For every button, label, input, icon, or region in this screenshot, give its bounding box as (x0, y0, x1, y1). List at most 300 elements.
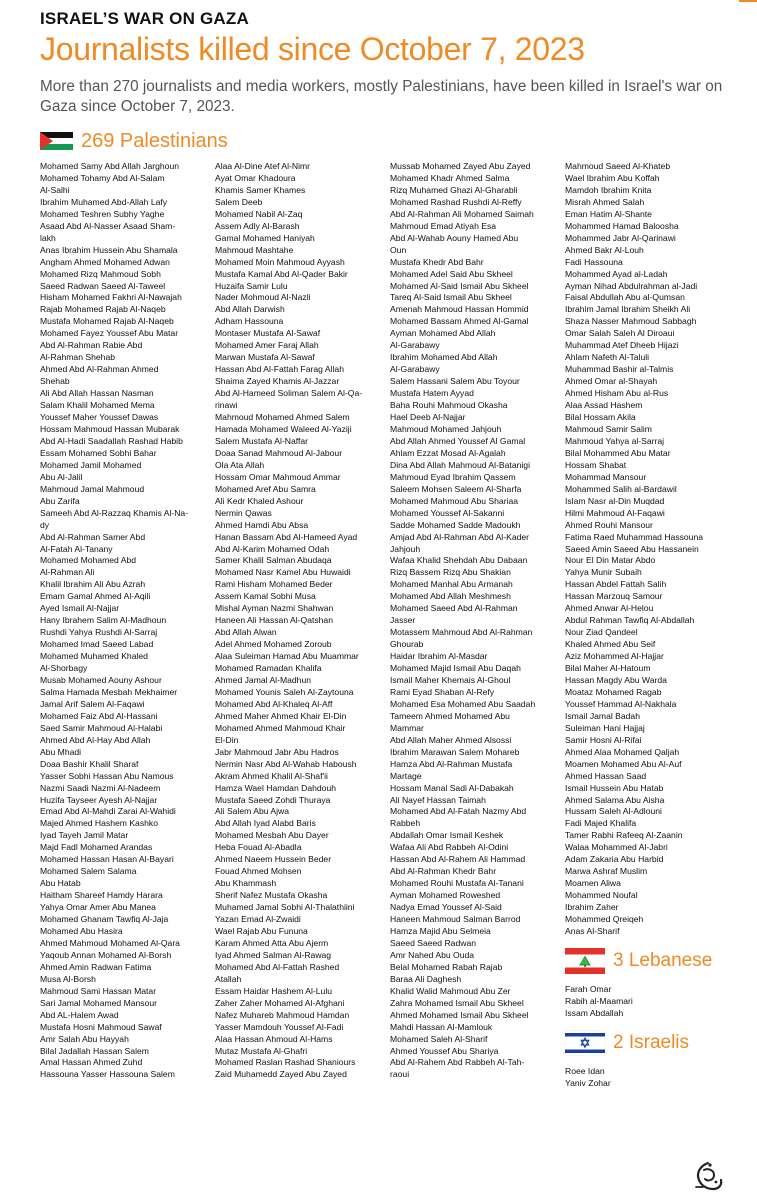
journalist-name: Ismail Maher Khemais Al-Ghoul (390, 674, 511, 685)
journalist-name: Wafaa Ali Abd Rabbeh Al-Odini (390, 842, 509, 853)
journalist-name: Zaid Muhamedd Zayed Abu Zayed (215, 1069, 347, 1080)
journalist-name: Abdallah Omar Ismail Keshek (390, 830, 504, 841)
journalist-name: Ahmed Naeem Hussein Beder (215, 854, 332, 865)
journalist-name: Hassan Abdel Fattah Salih (565, 579, 667, 590)
journalist-name: Assem Adly Al-Barash (215, 220, 300, 231)
names-columns (40, 161, 740, 1194)
journalist-name: Belal Mohamed Rabah Rajab (390, 961, 503, 972)
journalist-name: Mohammad Mansour (565, 471, 647, 482)
journalist-name: Mohamed Ghanam Tawfiq Al-Jaja (40, 914, 169, 925)
journalist-name: Amjad Abd Al-Rahman Abd Al-Kader (390, 531, 530, 542)
journalist-name: Baha Rouhi Mahmoud Okasha (390, 400, 508, 411)
journalist-name: Mohamed Khadr Ahmed Salma (390, 172, 510, 183)
names-list (565, 161, 738, 938)
journalist-name: Al-Garabawy (390, 364, 440, 375)
journalist-name: Suleiman Hani Hajjaj (565, 722, 645, 733)
journalist-name: Ibrahim Zaher (565, 902, 619, 913)
lebanese-label: 3 Lebanese (613, 949, 713, 971)
journalist-name: Martage (390, 770, 422, 781)
journalist-name: Ismail Jamal Badah (565, 710, 640, 721)
journalist-name: Bilal Mohammed Abu Matar (565, 447, 671, 458)
lebanese-names (565, 984, 738, 1020)
journalist-name: Mohamed Majid Ismail Abu Daqah (390, 663, 521, 674)
journalist-name: Jasser (390, 615, 416, 626)
journalist-name: Mahmoud Saeed Al-Khateb (565, 161, 671, 171)
journalist-name: Heba Fouad Al-Abadla (215, 842, 302, 853)
journalist-name: Jamal Arif Salem Al-Faqawi (40, 698, 145, 709)
journalist-name: Ahmed Hassan Saad (565, 770, 647, 781)
journalist-name: Anas Al-Sharif (565, 926, 620, 936)
journalist-name: Hamza Majid Abu Selmeia (390, 926, 491, 936)
journalist-name: Atallah (215, 973, 242, 984)
journalist-name: Mohamed Rashad Rushdi Al-Reffy (390, 196, 522, 207)
journalist-name: Akram Ahmed Khalil Al-Shaf'ii (215, 770, 328, 781)
journalist-name: Baraa Ali Daghesh (390, 973, 462, 984)
journalist-name: Haidar Ibrahim Al-Masdar (390, 651, 488, 662)
journalist-name: Hassan Marzouq Samour (565, 591, 663, 602)
journalist-name: Yaqoub Annan Mohamed Al-Borsh (40, 949, 172, 960)
journalist-name: Yaniv Zohar (565, 1077, 611, 1088)
journalist-name: Abd Allah Darwish (215, 304, 285, 315)
journalist-name: Salem Hassani Salem Abu Toyour (390, 376, 520, 387)
journalist-name: Mahmoud Mashtahe (215, 244, 294, 255)
journalist-name: rinawi (215, 400, 238, 411)
journalist-name: Mohammed Qreiqeh (565, 914, 644, 925)
journalist-name: Rushdi Yahya Rushdi Al-Sarraj (40, 627, 158, 638)
journalist-name: Mohamed Muhamed Khaled (40, 651, 148, 662)
journalist-name: Mohamed Bassam Ahmed Al-Gamal (390, 316, 529, 327)
journalist-name: Assem Kamal Sobhi Musa (215, 591, 316, 602)
journalist-name: Ismail Hussein Abu Hatab (565, 782, 664, 793)
journalist-name: Hamza Abd Al-Rahman Mustafa (390, 758, 513, 769)
journalist-name: Mohamed Younis Saleh Al-Zaytouna (215, 686, 354, 697)
journalist-name: Musab Mohamed Aouny Ashour (40, 674, 162, 685)
journalist-name: Al-Garabawy (390, 340, 440, 351)
journalist-name: Al-Shorbagy (40, 663, 88, 674)
page-title: Journalists killed since October 7, 2023 (40, 31, 585, 67)
journalist-name: Sadde Mohamed Sadde Madoukh (390, 519, 521, 530)
journalist-name: Faisal Abdullah Abu al-Qumsan (565, 292, 685, 303)
journalist-name: Wafaa Khalid Shehdah Abu Dabaan (390, 555, 528, 566)
journalist-name: Abd Allah Iyad Alabd Baris (215, 818, 316, 829)
journalist-name: Tareq Al-Said Ismail Abu Skheel (390, 292, 512, 303)
journalist-name: Saeed Radwan Saeed Al-Taweel (40, 280, 166, 291)
journalist-name: Mustafa Kamal Abd Al-Qader Bakir (215, 268, 348, 279)
palestinians-heading (40, 128, 228, 154)
journalist-name: Abdul Rahman Tawfiq Al-Abdallah (565, 615, 695, 626)
journalist-name: Salma Hamada Mesbah Mekhaimer (40, 686, 178, 697)
journalist-name: Ahlam Nafeth Al-Taluli (565, 352, 650, 363)
journalist-name: Amal Hassan Ahmed Zuhd (40, 1057, 143, 1068)
journalist-name: Saleem Mohsen Saleem Al-Sharfa (390, 483, 522, 494)
journalist-name: Hossam Omar Mahmoud Ammar (215, 471, 341, 482)
journalist-name: Mahmoud Yahya al-Sarraj (565, 435, 665, 446)
journalist-name: Mohamed Moin Mahmoud Ayyash (215, 256, 345, 267)
journalist-name: Moataz Mohamed Ragab (565, 686, 662, 697)
palestine-flag-icon (40, 132, 73, 150)
journalist-name: Rabih al-Maamari (565, 995, 633, 1006)
journalist-name: El-Din (215, 734, 239, 745)
journalist-name: Ahmed Mahmoud Mohamed Al-Qara (40, 937, 180, 948)
journalist-name: Rizq Muhamed Ghazi Al-Gharabli (390, 184, 518, 195)
journalist-name: Mohamed Ahmed Mahmoud Khair (215, 722, 346, 733)
journalist-name: Adam Zakaria Abu Harbid (565, 854, 664, 865)
journalist-name: Ayman Mohamed Abd Allah (390, 328, 496, 339)
journalist-name: Saed Samir Mahmoud Al-Halabi (40, 722, 163, 733)
journalist-name: Muhammad Bashir al-Talmis (565, 364, 674, 375)
journalist-name: Rizq Bassem Rizq Abu Shakian (390, 567, 511, 578)
journalist-name: Montaser Mustafa Al-Sawaf (215, 328, 321, 339)
journalist-name: Mohamed Saeed Abd Al-Rahman (390, 603, 518, 614)
journalist-name: Abd Al-Rahman Samer Abd (40, 531, 146, 542)
journalist-name: Yazan Emad Al-Zwaidi (215, 914, 301, 925)
journalist-name: Asaad Abd Al-Nasser Asaad Sham- (40, 220, 176, 231)
palestinians-label: 269 Palestinians (81, 129, 228, 152)
journalist-name: Tameem Ahmed Mohamed Abu (390, 710, 510, 721)
journalist-name: Mohamed Esa Mohamed Abu Saadah (390, 698, 536, 709)
journalist-name: Yahya Omar Amer Abu Manea (40, 902, 156, 913)
journalist-name: Ahmed Hamdi Abu Absa (215, 519, 309, 530)
journalist-name: Saeed Amin Saeed Abu Hassanein (565, 543, 699, 554)
journalist-name: Iyad Ahmed Salman Al-Rawag (215, 949, 332, 960)
journalist-name: Ayat Omar Khadoura (215, 172, 296, 183)
journalist-name: Ghourab (390, 639, 424, 650)
journalist-name: Mahmoud Sami Hassan Matar (40, 985, 157, 996)
journalist-name: Abd Allah Alwan (215, 627, 277, 638)
journalist-name: Ahmed Anwar Al-Helou (565, 603, 654, 614)
journalist-name: Ali Salem Abu Ajwa (215, 806, 290, 817)
journalist-name: Hisham Mohamed Fakhri Al-Nawajah (40, 292, 182, 303)
journalist-name: Nermin Nasr Abd Al-Wahab Haboush (215, 758, 357, 769)
journalist-name: Abd Al-Rahman Rabie Abd (40, 340, 143, 351)
journalist-name: Ibrahim Jamal Ibrahim Sheikh Ali (565, 304, 691, 315)
journalist-name: Ahmed Youssef Abu Shariya (390, 1045, 499, 1056)
journalist-name: Hossam Shabat (565, 459, 627, 470)
journalist-name: Dina Abd Allah Mahmoud Al-Batanigi (390, 459, 530, 470)
lebanon-flag-icon (565, 948, 605, 974)
journalist-name: Adham Hassouna (215, 316, 284, 327)
journalist-name: Mussab Mohamed Zayed Abu Zayed (390, 161, 531, 171)
journalist-name: Ibrahim Muhamed Abd-Allah Lafy (40, 196, 168, 207)
names-column-1 (40, 161, 213, 1194)
journalist-name: Mohamed Al-Said Ismail Abu Skheel (390, 280, 529, 291)
journalist-name: Mohamed Saleh Al-Sharif (390, 1033, 488, 1044)
journalist-name: Misrah Ahmed Salah (565, 196, 645, 207)
lebanese-heading (565, 948, 738, 974)
journalist-name: Al-Salhi (40, 184, 70, 195)
journalist-name: Alaa Hassan Ahmoud Al-Hams (215, 1033, 333, 1044)
journalist-name: Majed Ahmed Hashem Kashko (40, 818, 158, 829)
journalist-name: Mohamed Abu Hasira (40, 926, 123, 936)
journalist-name: Mishal Ayman Nazmi Shahwan (215, 603, 334, 614)
journalist-name: Mustafa Khedr Abd Bahr (390, 256, 484, 267)
journalist-name: raoui (390, 1069, 410, 1080)
journalist-name: Nour El Din Matar Abdo (565, 555, 656, 566)
journalist-name: Marwa Ashraf Muslim (565, 866, 648, 877)
journalist-name: Mohamed Manhal Abu Armanah (390, 579, 513, 590)
journalist-name: Abd Al-Wahab Aouny Hamed Abu (390, 232, 519, 243)
journalist-name: Youssef Hammad Al-Nakhala (565, 698, 677, 709)
journalist-name: Walaa Mohammed Al-Jabri (565, 842, 668, 853)
journalist-name: Mohamed Youssef Al-Sakanni (390, 507, 505, 518)
journalist-name: Hossam Mahmoud Hassan Mubarak (40, 423, 180, 434)
israelis-heading (565, 1030, 738, 1056)
journalist-name: Alaa Suleiman Hamad Abu Muammar (215, 651, 359, 662)
journalist-name: Mohamed Samy Abd Allah Jarghoun (40, 161, 180, 171)
israelis-label: 2 Israelis (613, 1031, 690, 1053)
journalist-name: Salam Khalil Mohamed Mema (40, 400, 155, 411)
journalist-name: Mohamed Ramadan Khalifa (215, 663, 322, 674)
journalist-name: Ahmed Jamal Al-Madhun (215, 674, 312, 685)
journalist-name: Majd Fadl Mohamed Arandas (40, 842, 153, 853)
journalist-name: Ahmed Rouhi Mansour (565, 519, 653, 530)
journalist-name: Mohamed Nasr Kamel Abu Huwaidi (215, 567, 351, 578)
journalist-name: Mohamed Imad Saeed Labad (40, 639, 154, 650)
journalist-name: Abd Allah Maher Ahmed Alsossi (390, 734, 512, 745)
journalist-name: Zaher Zaher Mohamed Al-Afghani (215, 997, 345, 1008)
journalist-name: Hassouna Yasser Hassouna Salem (40, 1069, 175, 1080)
journalist-name: Sherif Nafez Mustafa Okasha (215, 890, 328, 901)
journalist-name: Mohamed Salem Salama (40, 866, 137, 877)
journalist-name: Shehab (40, 376, 70, 387)
journalist-name: Rami Eyad Shaban Al-Refy (390, 686, 495, 697)
journalist-name: Wael Rajab Abu Fununa (215, 926, 308, 936)
names-column-4 (565, 161, 738, 1194)
journalist-name: Abu Khammash (215, 878, 277, 889)
journalist-name: Mohamed Rouhi Mustafa Al-Tanani (390, 878, 524, 889)
journalist-name: Mohammed Jabr Al-Qarinawi (565, 232, 676, 243)
journalist-name: Ahmed Hisham Abu al-Rus (565, 388, 669, 399)
journalist-name: Mohamed Teshren Subhy Yaghe (40, 208, 165, 219)
journalist-name: Shaza Nasser Mahmoud Sabbagh (565, 316, 697, 327)
journalist-name: Abu Zarifa (40, 495, 80, 506)
journalist-name: Fouad Ahmed Mohsen (215, 866, 302, 877)
journalist-name: Mohammed Ayad al-Ladah (565, 268, 668, 279)
journalist-name: Mutaz Mustafa Al-Ghafri (215, 1045, 308, 1056)
journalist-name: Ahlam Ezzat Mosad Al-Agalah (390, 447, 506, 458)
journalist-name: Sari Jamal Mohamed Mansour (40, 997, 158, 1008)
journalist-name: Marwan Mustafa Al-Sawaf (215, 352, 315, 363)
journalist-name: Salem Mustafa Al-Naffar (215, 435, 308, 446)
journalist-name: Emam Gamal Ahmed Al-Aqili (40, 591, 151, 602)
journalist-name: Abd Al-Rahman Ali Mohamed Saimah (390, 208, 534, 219)
journalist-name: Bilal Jadallah Hassan Salem (40, 1045, 149, 1056)
journalist-name: Hany Ibrahem Salim Al-Madhoun (40, 615, 167, 626)
journalist-name: Mohammed Hamad Baloosha (565, 220, 679, 231)
journalist-name: Ayed Ismail Al-Najjar (40, 603, 120, 614)
journalist-name: Ayman Nihad Abdulrahman al-Jadi (565, 280, 698, 291)
journalist-name: Khaled Ahmed Abu Seif (565, 639, 656, 650)
journalist-name: Mamdoh Ibrahim Knita (565, 184, 652, 195)
journalist-name: Mahdi Hassan Al-Mamlouk (390, 1021, 493, 1032)
journalist-name: Mahmoud Emad Atiyah Esa (390, 220, 497, 231)
journalist-name: Issam Abdallah (565, 1007, 624, 1018)
journalist-name: Nader Mohmoud Al-Nazli (215, 292, 311, 303)
journalist-name: Amr Nahed Abu Ouda (390, 949, 475, 960)
journalist-name: Anas Ibrahim Hussein Abu Shamala (40, 244, 178, 255)
journalist-name: Abu Hatab (40, 878, 81, 889)
journalist-name: Mustafa Hosni Mahmoud Sawaf (40, 1021, 162, 1032)
journalist-name: Sameeh Abd Al-Razzaq Khamis Al-Na- (40, 507, 189, 518)
journalist-name: Alaa Al-Dine Atef Al-Nimr (215, 161, 311, 171)
journalist-name: Ali Nayef Hassan Taimah (390, 794, 486, 805)
journalist-name: Abd Al-Hadi Saadallah Rashad Habib (40, 435, 183, 446)
journalist-name: Abu Mhadi (40, 746, 82, 757)
journalist-name: Hassan Abd Al-Fattah Farag Allah (215, 364, 344, 375)
journalist-name: dy (40, 519, 50, 530)
journalist-name: Hussam Saleh Al-Adlouni (565, 806, 662, 817)
journalist-name: Muhammad Atef Dheeb Hijazi (565, 340, 679, 351)
journalist-name: Hamza Wael Hamdan Dahdouh (215, 782, 337, 793)
journalist-name: Doaa Bashir Khalil Sharaf (40, 758, 139, 769)
journalist-name: Mohamed Raslan Rashad Shaniours (215, 1057, 356, 1068)
journalist-name: Farah Omar (565, 983, 612, 994)
journalist-name: Huzifa Tayseer Ayesh Al-Najjar (40, 794, 158, 805)
journalist-name: Roee Idan (565, 1065, 605, 1076)
journalist-name: Nazmi Saadi Nazmi Al-Nadeem (40, 782, 161, 793)
journalist-name: Mustafa Hatem Ayyad (390, 388, 474, 399)
journalist-name: Rabbeh (390, 818, 421, 829)
journalist-name: Khalil Ibrahim Ali Abu Azrah (40, 579, 146, 590)
journalist-name: Yahya Munir Subaih (565, 567, 642, 578)
journalist-name: Mohamed Fayez Youssef Abu Matar (40, 328, 179, 339)
journalist-name: Saeed Saeed Radwan (390, 937, 477, 948)
journalist-name: Hassan Magdy Abu Warda (565, 674, 667, 685)
journalist-name: Mahmoud Jamal Mahmoud (40, 483, 145, 494)
journalist-name: Eman Hatim Al-Shante (565, 208, 652, 219)
journalist-name: Muhamed Jamal Sobhi Al-Thalathiini (215, 902, 355, 913)
journalist-name: Fadi Hassouna (565, 256, 623, 267)
journalist-name: Mahmoud Samir Salim (565, 423, 652, 434)
journalist-name: Ahmed Omar al-Shayah (565, 376, 658, 387)
journalist-name: Mohamed Mahmoud Abu Shariaa (390, 495, 519, 506)
journalist-name: Mohamed Rizq Mahmoud Sobh (40, 268, 161, 279)
journalist-name: Mohamed Aref Abu Samra (215, 483, 316, 494)
journalist-name: Mohamed Mohamed Abd (40, 555, 137, 566)
journalist-name: Hilmi Mahmoud Al-Faqawi (565, 507, 665, 518)
journalist-name: Abd Al-Hameed Soliman Salem Al-Qa- (215, 388, 363, 399)
journalist-name: Abd Allah Ahmed Youssef Al Gamal (390, 435, 526, 446)
journalist-name: Ahmed Alaa Mohamed Qaljah (565, 746, 680, 757)
journalist-name: Ayman Mohamed Roweshed (390, 890, 501, 901)
journalist-name: Ola Ata Allah (215, 459, 265, 470)
journalist-name: Ibrahim Mohamed Abd Allah (390, 352, 498, 363)
journalist-name: Essam Mohamed Sobhi Bahar (40, 447, 157, 458)
journalist-name: Moamen Aliwa (565, 878, 621, 889)
journalist-name: Essam Haidar Hashem Al-Lulu (215, 985, 333, 996)
journalist-name: Al-Rahman Ali (40, 567, 95, 578)
journalist-name: Abd Al-Rahem Abd Rabbeh Al-Tah- (390, 1057, 525, 1068)
journalist-name: lakh (40, 232, 56, 243)
journalist-name: Khalid Walid Mahmoud Abu Zer (390, 985, 511, 996)
journalist-name: Ahmed Bakr Al-Louh (565, 244, 644, 255)
journalist-name: Zahra Mohamed Ismail Abu Skheel (390, 997, 524, 1008)
journalist-name: Haneen Ali Hassan Al-Qatshan (215, 615, 333, 626)
journalist-name: Rami Hisham Mohamed Beder (215, 579, 333, 590)
journalist-name: Khamis Samer Khames (215, 184, 306, 195)
journalist-name: Ahmed Mohamed Ismail Abu Skheel (390, 1009, 529, 1020)
journalist-name: Ahmed Amin Radwan Fatima (40, 961, 152, 972)
journalist-name: Mohamed Amer Faraj Allah (215, 340, 319, 351)
journalist-name: Aziz Mohammed Al-Hajjar (565, 651, 664, 662)
journalist-name: Yasser Sobhi Hassan Abu Namous (40, 770, 174, 781)
journalist-name: Hassan Abd Al-Rahem Ali Hammad (390, 854, 526, 865)
journalist-name: Mohamed Faiz Abd Al-Hassani (40, 710, 158, 721)
journalist-name: Mohammed Salih al-Bardawil (565, 483, 677, 494)
journalist-name: Musa Al-Borsh (40, 973, 96, 984)
journalist-name: Hael Deeb Al-Najjar (390, 412, 466, 423)
journalist-name: Amr Salah Abu Hayyah (40, 1033, 129, 1044)
journalist-name: Mammar (390, 722, 424, 733)
journalist-name: Mohamed Abd Al-Fattah Rashed (215, 961, 340, 972)
journalist-name: Nour Ziad Qandeel (565, 627, 638, 638)
page-subtitle: More than 270 journalists and media workers, mostly Palestinians, have been killed in Israel's war on Gaza since October 7, 2023. (40, 78, 723, 115)
journalist-name: Abd Al-Rahman Khedr Bahr (390, 866, 497, 877)
journalist-name: Gamal Mohamed Haniyah (215, 232, 315, 243)
journalist-name: Samer Khalil Salman Abudaqa (215, 555, 332, 566)
journalist-name: Al-Fatah Al-Tanany (40, 543, 113, 554)
journalist-name: Shaima Zayed Khamis Al-Jazzar (215, 376, 340, 387)
journalist-name: Mohamed Abd Al-Fatah Nazmy Abd (390, 806, 527, 817)
journalist-name: Mahmoud Mohamed Jahjouh (390, 423, 502, 434)
israel-flag-icon (565, 1030, 605, 1056)
journalist-name: Jabr Mahmoud Jabr Abu Hadros (215, 746, 339, 757)
journalist-name: Nafez Muhareb Mahmoud Hamdan (215, 1009, 350, 1020)
journalist-name: Omar Salah Saleh Al Diroaui (565, 328, 675, 339)
journalist-name: Mohamed Abd Al-Khaleq Al-Aff (215, 698, 333, 709)
kicker: ISRAEL’S WAR ON GAZA (40, 9, 249, 28)
accent-line (739, 0, 757, 2)
journalist-name: Karam Ahmed Atta Abu Ajerm (215, 937, 329, 948)
journalist-name: Mohamed Jamil Mohamed (40, 459, 142, 470)
israeli-names (565, 1066, 738, 1090)
journalist-name: Mohamed Tohamy Abd Al-Salam (40, 172, 165, 183)
journalist-name: Angham Ahmed Mohamed Adwan (40, 256, 170, 267)
journalist-name: Hamada Mohamed Waleed Al-Yaziji (215, 423, 352, 434)
journalist-name: Hanan Bassam Abd Al-Hameed Ayad (215, 531, 358, 542)
journalist-name: Al-Rahman Shehab (40, 352, 116, 363)
journalist-name: Oun (390, 244, 407, 255)
journalist-name: Haneen Mahmoud Salman Barrod (390, 914, 521, 925)
journalist-name: Hossam Manal Sadi Al-Dabakah (390, 782, 514, 793)
journalist-name: Wael Ibrahim Abu Koffah (565, 172, 660, 183)
journalist-name: Yasser Mamdouh Youssef Al-Fadi (215, 1021, 344, 1032)
journalist-name: Mohamed Adel Said Abu Skheel (390, 268, 513, 279)
journalist-name: Amenah Mahmoud Hassan Hommid (390, 304, 529, 315)
journalist-name: Ahmed Abd Al-Hay Abd Allah (40, 734, 151, 745)
journalist-name: Haitham Shareef Hamdy Harara (40, 890, 163, 901)
journalist-name: Iyad Tayeh Jamil Matar (40, 830, 129, 841)
journalist-name: Nermin Qawas (215, 507, 272, 518)
journalist-name: Mohamed Hassan Hasan Al-Bayari (40, 854, 174, 865)
journalist-name: Ali Abd Allah Hassan Nasman (40, 388, 154, 399)
journalist-name: Rajab Mohamed Rajab Al-Naqeb (40, 304, 166, 315)
journalist-name: Mohamed Mesbah Abu Dayer (215, 830, 329, 841)
names-column-2 (215, 161, 388, 1194)
journalist-name: Mohamed Nabil Al-Zaq (215, 208, 303, 219)
journalist-name: Huzaifa Samir Lulu (215, 280, 288, 291)
journalist-name: Mohammed Noufal (565, 890, 638, 901)
journalist-name: Ahmed Maher Ahmed Khair El-Din (215, 710, 347, 721)
journalist-name: Motassem Mahmoud Abd Al-Rahman (390, 627, 533, 638)
journalist-name: Bilal Maher Al-Hatoum (565, 663, 651, 674)
journalist-name: Jahjouh (390, 543, 421, 554)
journalist-name: Samir Hosni Al-Rifai (565, 734, 642, 745)
journalist-name: Mustafa Mohamed Rajab Al-Naqeb (40, 316, 174, 327)
journalist-name: Mahmoud Mohamed Ahmed Salem (215, 412, 350, 423)
journalist-name: Ali Kedr Khaled Ashour (215, 495, 304, 506)
journalist-name: Islam Nasr al-Din Muqdad (565, 495, 665, 506)
